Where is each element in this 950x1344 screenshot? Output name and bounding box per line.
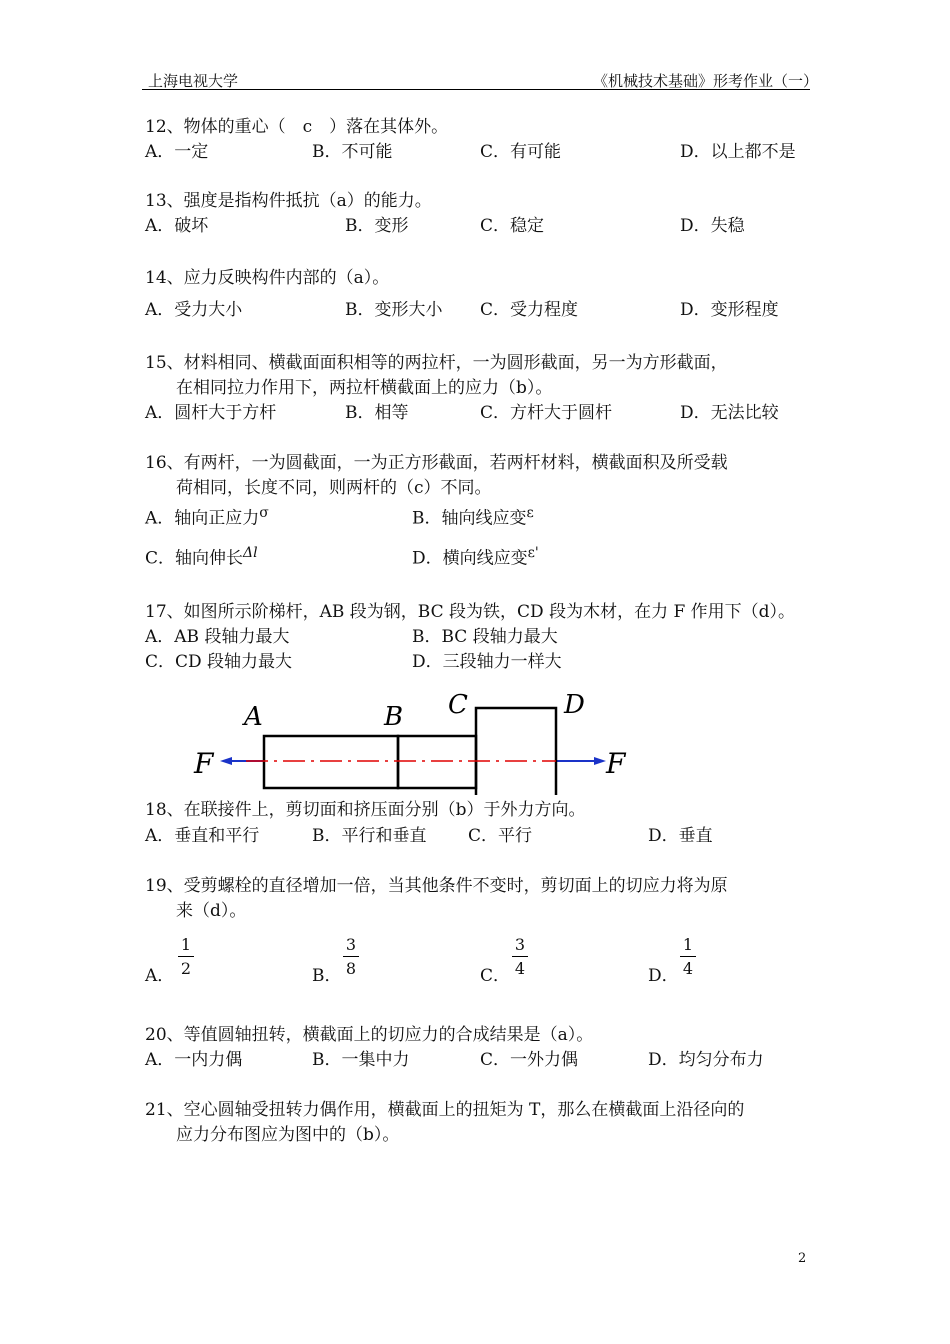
q19-fraction-a xyxy=(178,935,194,978)
q12-option-a: A．一定 xyxy=(145,142,209,162)
q13-stem: 13、强度是指构件抵抗（a）的能力。 xyxy=(145,191,432,211)
fraction-denominator: 2 xyxy=(180,959,192,978)
fraction-numerator: 1 xyxy=(682,935,694,954)
fraction-denominator: 4 xyxy=(514,959,526,978)
header-rule xyxy=(142,89,810,90)
q17-option-a: A．AB 段轴力最大 xyxy=(145,627,290,647)
q18-option-d: D．垂直 xyxy=(648,826,713,846)
stepped-bar-figure xyxy=(180,685,640,795)
fraction-denominator: 4 xyxy=(682,959,694,978)
q16-option-b-label: B．轴向线应变 xyxy=(412,508,527,529)
q20-option-a: A．一内力偶 xyxy=(145,1050,243,1070)
q13-option-b: B．变形 xyxy=(345,216,409,236)
label-a: A xyxy=(244,702,263,732)
q17-option-c: C．CD 段轴力最大 xyxy=(145,652,293,672)
q16-option-a-label: A．轴向正应力 xyxy=(145,508,260,529)
q19-fraction-b xyxy=(343,935,359,978)
q19-stem-line1: 19、受剪螺栓的直径增加一倍，当其他条件不变时，剪切面上的切应力将为原 xyxy=(145,876,728,896)
q20-option-c: C．一外力偶 xyxy=(480,1050,579,1070)
epsilon-symbol: ε xyxy=(526,505,534,521)
q19-stem-line2: 来（d）。 xyxy=(176,901,247,921)
q15-option-d: D．无法比较 xyxy=(680,403,779,423)
delta-l-symbol: Δl xyxy=(243,545,258,561)
q14-stem: 14、应力反映构件内部的（a）。 xyxy=(145,268,390,288)
q16-option-d-label: D．横向线应变 xyxy=(412,548,528,569)
q18-option-c: C．平行 xyxy=(468,826,533,846)
q21-stem-line2: 应力分布图应为图中的（b）。 xyxy=(176,1125,400,1145)
q16-option-c xyxy=(145,541,258,571)
q16-option-d xyxy=(412,541,539,571)
q19-fraction-c xyxy=(512,935,528,978)
q12-stem: 12、物体的重心（ c ）落在其体外。 xyxy=(145,117,449,137)
segment-cd xyxy=(476,708,556,795)
q17-stem: 17、如图所示阶梯杆，AB 段为钢，BC 段为铁，CD 段为木材，在力 F 作用下（d）。 xyxy=(145,602,796,622)
q14-option-a: A．受力大小 xyxy=(145,300,243,320)
fraction-numerator: 3 xyxy=(345,935,357,954)
q20-stem: 20、等值圆轴扭转，横截面上的切应力的合成结果是（a）。 xyxy=(145,1025,594,1045)
q20-option-d: D．均匀分布力 xyxy=(648,1050,764,1070)
label-c: C xyxy=(448,690,468,720)
q14-option-c: C．受力程度 xyxy=(480,300,579,320)
q21-stem-line1: 21、空心圆轴受扭转力偶作用，横截面上的扭矩为 T，那么在横截面上沿径向的 xyxy=(145,1100,745,1120)
q12-option-c: C．有可能 xyxy=(480,142,562,162)
q20-option-b: B．一集中力 xyxy=(312,1050,410,1070)
q17-option-d: D．三段轴力一样大 xyxy=(412,652,562,672)
header-right: 《机械技术基础》形考作业（一） xyxy=(593,72,819,90)
q13-option-c: C．稳定 xyxy=(480,216,545,236)
q13-option-a: A．破坏 xyxy=(145,216,209,236)
fraction-denominator: 8 xyxy=(345,959,357,978)
label-b: B xyxy=(384,702,404,732)
q16-option-c-label: C．轴向伸长 xyxy=(145,548,244,569)
right-arrow-head xyxy=(594,757,606,765)
q12-option-d: D．以上都不是 xyxy=(680,142,796,162)
q16-stem-line1: 16、有两杆，一为圆截面，一为正方形截面，若两杆材料，横截面积及所受载 xyxy=(145,453,728,473)
epsilon-prime-symbol: ε' xyxy=(527,545,539,561)
segment-ab xyxy=(264,736,398,788)
q15-stem-line1: 15、材料相同、横截面面积相等的两拉杆，一为圆形截面，另一为方形截面， xyxy=(145,353,728,373)
q19-letter-c: C． xyxy=(480,966,511,986)
fraction-bar xyxy=(178,956,194,957)
label-force-right: F xyxy=(606,747,626,780)
q15-option-a: A．圆杆大于方杆 xyxy=(145,403,277,423)
q19-letter-b: B． xyxy=(312,966,342,986)
q18-option-a: A．垂直和平行 xyxy=(145,826,260,846)
page-number: 2 xyxy=(798,1251,807,1266)
q15-stem-line2: 在相同拉力作用下，两拉杆横截面上的应力（b）。 xyxy=(176,378,553,398)
q13-option-d: D．失稳 xyxy=(680,216,745,236)
left-arrow-head xyxy=(220,757,232,765)
label-force-left: F xyxy=(194,747,214,780)
fraction-bar xyxy=(512,956,528,957)
header-left: 上海电视大学 xyxy=(148,72,239,90)
q17-option-b: B．BC 段轴力最大 xyxy=(412,627,558,647)
q18-stem: 18、在联接件上，剪切面和挤压面分别（b）于外力方向。 xyxy=(145,800,586,820)
segment-bc xyxy=(398,736,476,788)
q15-option-b: B．相等 xyxy=(345,403,409,423)
q19-letter-a: A． xyxy=(145,966,175,986)
fraction-bar xyxy=(680,956,696,957)
sigma-symbol: σ xyxy=(259,505,269,521)
q15-option-c: C．方杆大于圆杆 xyxy=(480,403,613,423)
q14-option-b: B．变形大小 xyxy=(345,300,443,320)
q19-fraction-d xyxy=(680,935,696,978)
q19-letter-d: D． xyxy=(648,966,679,986)
fraction-bar xyxy=(343,956,359,957)
q16-stem-line2: 荷相同，长度不同，则两杆的（c）不同。 xyxy=(176,478,492,498)
fraction-numerator: 3 xyxy=(514,935,526,954)
q16-option-a xyxy=(145,501,269,531)
q12-option-b: B．不可能 xyxy=(312,142,393,162)
q16-option-b xyxy=(412,501,534,531)
fraction-numerator: 1 xyxy=(180,935,192,954)
q18-option-b: B．平行和垂直 xyxy=(312,826,427,846)
label-d: D xyxy=(564,690,585,720)
q14-option-d: D．变形程度 xyxy=(680,300,779,320)
